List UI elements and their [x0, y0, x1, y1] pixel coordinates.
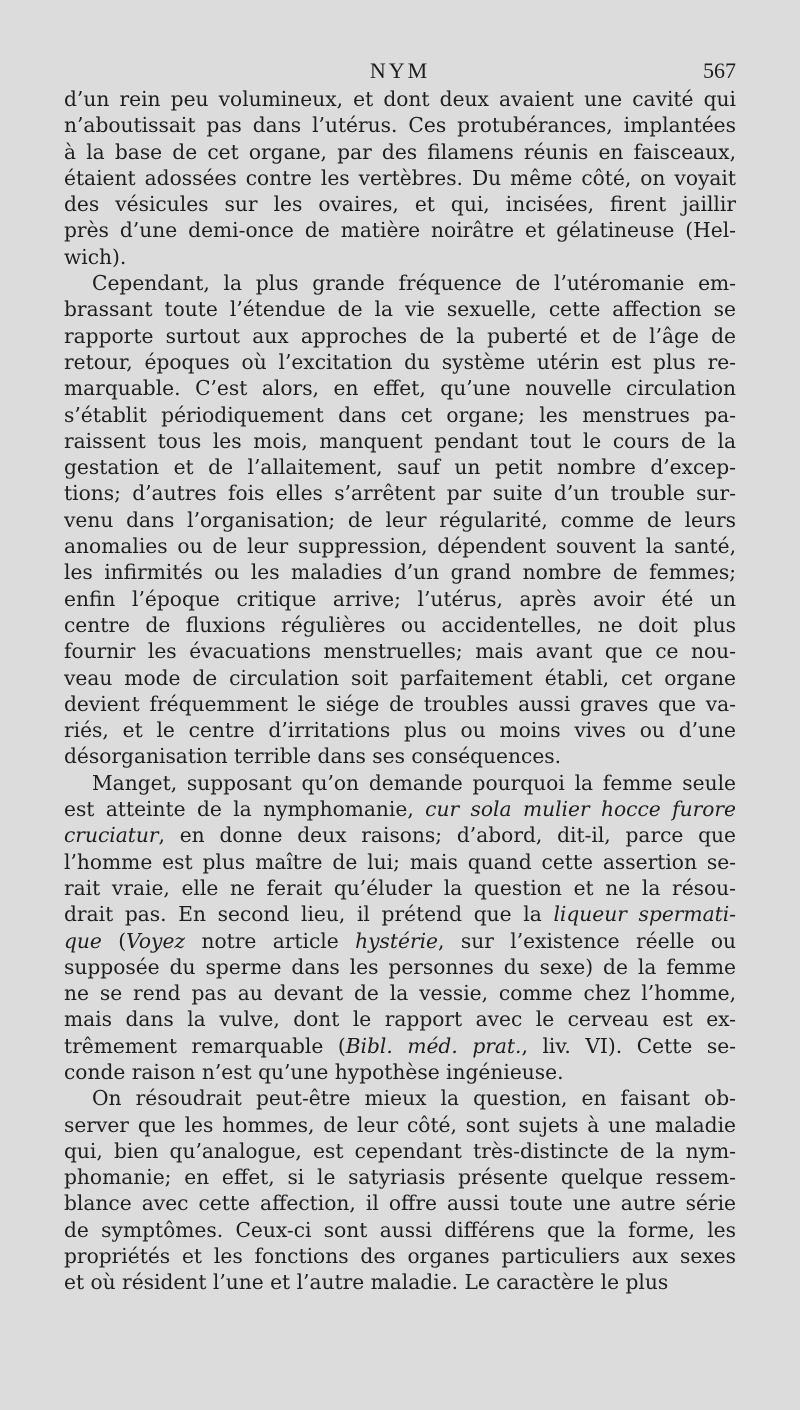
text-line: près d’une demi-once de matière noirâtre et gélatineuse (Hel- [64, 218, 736, 243]
paragraph [64, 1085, 736, 1295]
text-line: retour, époques où l’excitation du système utérin est plus re- [64, 349, 736, 374]
text-line: rait vraie, elle ne ferait qu’éluder la question et ne la résou- [64, 875, 736, 900]
text-line: phomanie; en effet, si le satyriasis présente quelque ressem- [64, 1165, 736, 1190]
text-line: server que les hommes, de leur côté, sont sujets à une maladie [64, 1112, 736, 1137]
text-line: riés, et le centre d’irritations plus ou moins vives ou d’une [64, 718, 736, 743]
text-line: fournir les évacuations menstruelles; mais avant que ce nou- [64, 639, 736, 664]
text-line: désorganisation terrible dans ses conséquences. [64, 744, 562, 769]
paragraph [64, 770, 736, 1086]
text-line: gestation et de l’allaitement, sauf un petit nombre d’excep- [64, 455, 736, 480]
text-line: Manget, supposant qu’on demande pourquoi la femme seule [92, 770, 736, 795]
text-line: blance avec cette affection, il offre aussi toute une autre série [64, 1191, 736, 1216]
text-line: des vésicules sur les ovaires, et qui, incisées, firent jaillir [64, 192, 736, 217]
text-line: centre de fluxions régulières ou accidentelles, ne doit plus [64, 612, 736, 637]
text-line: s’établit périodiquement dans cet organe; les menstrues pa- [64, 402, 736, 427]
page-number: 567 [703, 58, 736, 83]
text-line: On résoudrait peut-être mieux la question, en faisant ob- [92, 1086, 736, 1111]
text-line: brassant toute l’étendue de la vie sexuelle, cette affection se [64, 297, 736, 322]
text-line: cruciatur, en donne deux raisons; d’abord, dit-il, parce que [64, 823, 736, 848]
text-line: conde raison n’est qu’une hypothèse ingénieuse. [64, 1059, 564, 1084]
text-line: qui, bien qu’analogue, est cependant très-distincte de la nym- [64, 1138, 736, 1163]
text-line: devient fréquemment le siége de troubles aussi graves que va- [64, 691, 736, 716]
text-line: étaient adossées contre les vertèbres. Du même côté, on voyait [64, 165, 736, 190]
text-body [64, 86, 736, 1296]
text-line: ne se rend pas au devant de la vessie, comme chez l’homme, [64, 981, 736, 1006]
text-line: wich). [64, 244, 127, 269]
text-line: rapporte surtout aux approches de la puberté et de l’âge de [64, 323, 736, 348]
text-line: mais dans la vulve, dont le rapport avec le cerveau est ex- [64, 1007, 736, 1032]
text-line: propriétés et les fonctions des organes particuliers aux sexes [64, 1244, 736, 1269]
running-head: NYM [369, 58, 431, 83]
text-line: drait pas. En second lieu, il prétend que la liqueur spermati- [64, 902, 736, 927]
text-line: l’homme est plus maître de lui; mais quand cette assertion se- [64, 849, 736, 874]
text-line: marquable. C’est alors, en effet, qu’une nouvelle circulation [64, 376, 736, 401]
text-line: enfin l’époque critique arrive; l’utérus, après avoir été un [64, 586, 736, 611]
text-line: de symptômes. Ceux-ci sont aussi différens que la forme, les [64, 1217, 736, 1242]
text-line: raissent tous les mois, manquent pendant tout le cours de la [64, 428, 736, 453]
text-line: tions; d’autres fois elles s’arrêtent par suite d’un trouble sur- [64, 481, 736, 506]
text-line: est atteinte de la nymphomanie, cur sola mulier hocce furore [64, 797, 736, 822]
text-line: veau mode de circulation soit parfaitement établi, cet organe [64, 665, 736, 690]
paragraph [64, 86, 736, 270]
text-line: n’aboutissait pas dans l’utérus. Ces protubérances, implantées [64, 113, 736, 138]
text-line: venu dans l’organisation; de leur régularité, comme de leurs [64, 507, 736, 532]
text-line: Cependant, la plus grande fréquence de l’utéromanie em- [92, 271, 736, 296]
text-line: les infirmités ou les maladies d’un grand nombre de femmes; [64, 560, 736, 585]
paragraph [64, 270, 736, 770]
text-line: d’un rein peu volumineux, et dont deux avaient une cavité qui [64, 87, 736, 111]
text-line: à la base de cet organe, par des filamens réunis en faisceaux, [64, 139, 736, 164]
text-line: anomalies ou de leur suppression, dépendent souvent la santé, [64, 534, 736, 559]
text-line: et où résident l’une et l’autre maladie. Le caractère le plus [64, 1270, 669, 1295]
text-line: trêmement remarquable (Bibl. méd. prat., liv. VI). Cette se- [64, 1033, 736, 1058]
text-line: que (Voyez notre article hystérie, sur l’existence réelle ou [64, 928, 736, 953]
text-line: supposée du sperme dans les personnes du sexe) de la femme [64, 954, 736, 979]
